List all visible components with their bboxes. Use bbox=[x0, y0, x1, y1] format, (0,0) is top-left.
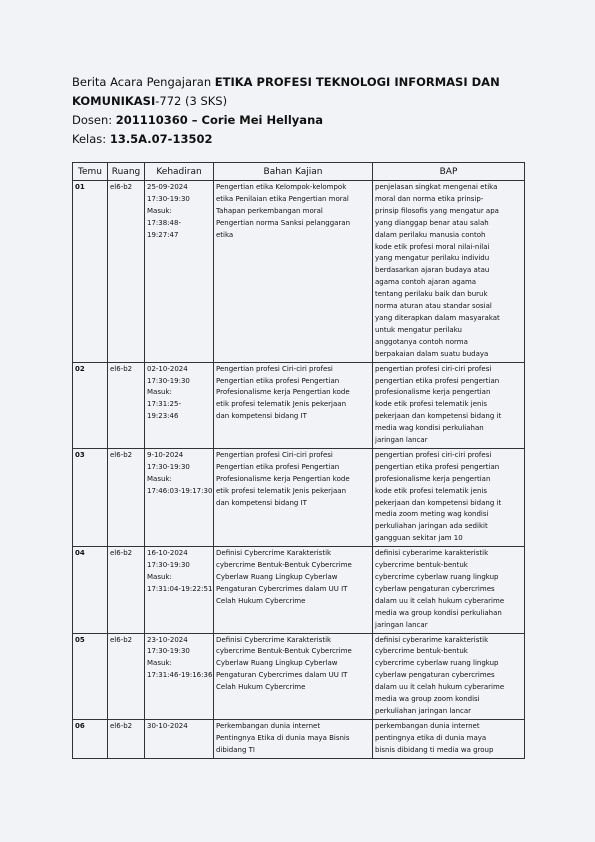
cell-bap-line: perkuliahan jaringan ada sedikit bbox=[375, 522, 488, 531]
cell-bap-line: jaringan lancar bbox=[375, 436, 428, 445]
cell-bap-line: dalam uu it celah hukum cyberarime bbox=[375, 683, 505, 692]
cell-bahan-kajian-line: Pengertian etika profesi Pengertian bbox=[216, 462, 340, 471]
course-code: -772 (3 SKS) bbox=[155, 94, 228, 108]
cell-kehadiran-line: Masuk: bbox=[147, 474, 172, 483]
cell-bap-line: jaringan lancar bbox=[375, 620, 428, 629]
cell-bap-line: moral dan norma etika prinsip- bbox=[375, 194, 484, 203]
title-prefix: Berita Acara Pengajaran bbox=[72, 75, 215, 89]
cell-bap-line: agama contoh ajaran agama bbox=[375, 278, 477, 287]
cell-bahan-kajian-line: Cyberlaw Ruang Lingkup Cyberlaw bbox=[216, 573, 338, 581]
cell-bahan-kajian-line: Profesionalisme kerja Pengertian kode bbox=[216, 388, 350, 397]
cell-kehadiran-line: 19:23:46 bbox=[147, 412, 179, 421]
cell-bap-line: media wa group zoom kondisi bbox=[375, 695, 480, 704]
cell-bap-line: prinsip filosofis yang mengatur apa bbox=[375, 206, 499, 215]
table-row bbox=[73, 448, 525, 546]
cell-bahan-kajian bbox=[214, 362, 373, 448]
cell-bap-line: dalam perilaku manusia contoh bbox=[375, 230, 486, 239]
cell-bap-line: tentang perilaku baik dan buruk bbox=[375, 290, 488, 299]
table-row bbox=[73, 719, 525, 758]
cell-bap-line: cybercrime cyberlaw ruang lingkup bbox=[375, 659, 499, 668]
cell-bap-line: profesionalisme kerja pengertian bbox=[375, 474, 491, 483]
cell-kehadiran bbox=[145, 547, 214, 633]
cell-ruang: el6-b2 bbox=[108, 547, 145, 633]
bap-table bbox=[72, 162, 525, 759]
cell-bahan-kajian-line: dibidang TI bbox=[216, 745, 255, 754]
cell-bap-line: media zoom meting wag kondisi bbox=[375, 510, 489, 519]
cell-bahan-kajian-line: Definisi Cybercrime Karakteristik bbox=[216, 549, 332, 558]
cell-bap-line: berdasarkan ajaran budaya atau bbox=[375, 266, 490, 275]
cell-ruang: el6-b2 bbox=[108, 719, 145, 758]
cell-bahan-kajian-line: Pengertian etika profesi Pengertian bbox=[216, 376, 340, 385]
cell-bap-line: cyberlaw pengaturan cybercrimes bbox=[375, 671, 495, 680]
cell-bap-line: kode etik profesi telematik jenis bbox=[375, 400, 488, 409]
cell-ruang: el6-b2 bbox=[108, 448, 145, 546]
cell-bap-line: pengertian profesi ciri-ciri profesi bbox=[375, 450, 492, 459]
cell-kehadiran-line: 17:30-19:30 bbox=[147, 647, 190, 656]
cell-kehadiran bbox=[145, 719, 214, 758]
cell-bap-line: pentingnya etika di dunia maya bbox=[375, 733, 487, 742]
cell-kehadiran-line: 17:46:03-19:17:30 bbox=[147, 486, 213, 495]
title-line-1 bbox=[72, 73, 532, 92]
cell-bap-line: norma aturan atau standar sosial bbox=[375, 302, 492, 311]
cell-bahan-kajian-line: Pengaturan Cybercrimes dalam UU IT bbox=[216, 584, 348, 593]
cell-bahan-kajian bbox=[214, 448, 373, 546]
cell-temu: 04 bbox=[73, 547, 108, 633]
cell-bap-line: kode etik profesi moral nilai-nilai bbox=[375, 242, 490, 251]
cell-kehadiran-line: 17:31:25- bbox=[147, 400, 181, 409]
dosen-value: 201110360 – Corie Mei Hellyana bbox=[115, 113, 324, 127]
cell-bahan-kajian-line: Cyberlaw Ruang Lingkup Cyberlaw bbox=[216, 659, 338, 668]
cell-bap bbox=[373, 633, 525, 719]
title-line-2 bbox=[72, 92, 532, 111]
cell-bap bbox=[373, 181, 525, 363]
cell-bahan-kajian-line: Profesionalisme kerja Pengertian kode bbox=[216, 474, 350, 483]
cell-bap-line: kode etik profesi telematik jenis bbox=[375, 486, 488, 495]
cell-bap-line: gangguan sekitar jam 10 bbox=[375, 534, 463, 543]
course-title-part-1: ETIKA PROFESI TEKNOLOGI INFORMASI DAN bbox=[214, 75, 500, 89]
cell-bahan-kajian-line: dan kompetensi bidang IT bbox=[216, 498, 307, 507]
course-title-part-2: KOMUNIKASI bbox=[72, 94, 156, 108]
header-bap: BAP bbox=[373, 163, 525, 181]
cell-bahan-kajian-line: Pengaturan Cybercrimes dalam UU IT bbox=[216, 671, 348, 680]
cell-kehadiran bbox=[145, 181, 214, 363]
cell-kehadiran-line: 02-10-2024 bbox=[147, 364, 188, 373]
cell-kehadiran bbox=[145, 448, 214, 546]
cell-bap-line: cybercrime bentuk-bentuk bbox=[375, 561, 468, 570]
cell-temu: 02 bbox=[73, 362, 108, 448]
cell-temu: 01 bbox=[73, 181, 108, 363]
cell-kehadiran-line: 9-10-2024 bbox=[147, 450, 184, 459]
dosen-label: Dosen: bbox=[72, 113, 116, 127]
cell-kehadiran-line: 25-09-2024 bbox=[147, 183, 188, 191]
cell-bahan-kajian-line: etik profesi telematik Jenis pekerjaan bbox=[216, 400, 347, 409]
cell-bap-line: pekerjaan dan kompetensi bidang it bbox=[375, 412, 502, 421]
cell-bap-line: media wa group kondisi perkuliahan bbox=[375, 608, 502, 617]
header-bahan-kajian: Bahan Kajian bbox=[214, 163, 373, 181]
document-header bbox=[72, 73, 532, 149]
kelas-line bbox=[72, 130, 532, 149]
cell-bap-line: berpakaian dalam suatu budaya bbox=[375, 349, 489, 358]
cell-bap-line: yang diterapkan dalam masyarakat bbox=[375, 313, 500, 322]
cell-bahan-kajian-line: Celah Hukum Cybercrime bbox=[216, 596, 306, 605]
cell-bahan-kajian-line: Tahapan perkembangan moral bbox=[216, 206, 323, 215]
cell-bahan-kajian bbox=[214, 719, 373, 758]
cell-bap bbox=[373, 448, 525, 546]
cell-bap-line: yang dianggap benar atau salah bbox=[375, 218, 489, 227]
cell-temu: 06 bbox=[73, 719, 108, 758]
cell-kehadiran-line: Masuk: bbox=[147, 206, 172, 215]
cell-bap-line: perkuliahan jaringan lancar bbox=[375, 706, 472, 715]
cell-bahan-kajian bbox=[214, 633, 373, 719]
cell-bahan-kajian-line: Pengertian norma Sanksi pelanggaran bbox=[216, 218, 351, 227]
kelas-value: 13.5A.07-13502 bbox=[109, 132, 213, 146]
cell-kehadiran-line: 17:30-19:30 bbox=[147, 376, 190, 385]
table-row bbox=[73, 547, 525, 633]
cell-bahan-kajian-line: Celah Hukum Cybercrime bbox=[216, 683, 306, 692]
cell-bap-line: definisi cyberarime karakteristik bbox=[375, 549, 489, 558]
cell-bahan-kajian-line: Pengertian profesi Ciri-ciri profesi bbox=[216, 364, 333, 373]
cell-bap-line: cybercrime bentuk-bentuk bbox=[375, 647, 468, 656]
cell-bap-line: dalam uu it celah hukum cyberarime bbox=[375, 596, 505, 605]
cell-bap-line: anggotanya contoh norma bbox=[375, 337, 468, 346]
cell-bap bbox=[373, 547, 525, 633]
cell-bap-line: bisnis dibidang ti media wa group bbox=[375, 745, 494, 754]
cell-temu: 05 bbox=[73, 633, 108, 719]
cell-bahan-kajian-line: Pengertian etika Kelompok-kelompok bbox=[216, 183, 347, 191]
cell-kehadiran bbox=[145, 362, 214, 448]
cell-bap-line: yang mengatur perilaku individu bbox=[375, 254, 490, 263]
cell-kehadiran-line: Masuk: bbox=[147, 573, 172, 581]
cell-ruang: el6-b2 bbox=[108, 181, 145, 363]
cell-kehadiran-line: 17:30-19:30 bbox=[147, 462, 190, 471]
cell-bap-line: perkembangan dunia internet bbox=[375, 721, 480, 730]
cell-kehadiran-line: 17:30-19:30 bbox=[147, 194, 190, 203]
cell-bahan-kajian-line: dan kompetensi bidang IT bbox=[216, 412, 307, 421]
cell-kehadiran-line: Masuk: bbox=[147, 659, 172, 668]
cell-bap-line: definisi cyberarime karakteristik bbox=[375, 635, 489, 644]
cell-ruang: el6-b2 bbox=[108, 633, 145, 719]
cell-bahan-kajian-line: etika bbox=[216, 230, 234, 239]
cell-bahan-kajian bbox=[214, 547, 373, 633]
cell-bahan-kajian-line: etik profesi telematik Jenis pekerjaan bbox=[216, 486, 347, 495]
cell-bahan-kajian-line: cybercrime Bentuk-Bentuk Cybercrime bbox=[216, 647, 352, 656]
cell-bap-line: cybercrime cyberlaw ruang lingkup bbox=[375, 573, 499, 581]
cell-bap-line: pengertian etika profesi pengertian bbox=[375, 462, 500, 471]
cell-bap bbox=[373, 362, 525, 448]
cell-bap-line: profesionalisme kerja pengertian bbox=[375, 388, 491, 397]
cell-bap bbox=[373, 719, 525, 758]
cell-temu: 03 bbox=[73, 448, 108, 546]
cell-kehadiran-line: 23-10-2024 bbox=[147, 635, 188, 644]
cell-bahan-kajian bbox=[214, 181, 373, 363]
cell-bahan-kajian-line: Pengertian profesi Ciri-ciri profesi bbox=[216, 450, 333, 459]
cell-kehadiran-line: 30-10-2024 bbox=[147, 721, 188, 730]
table-row bbox=[73, 633, 525, 719]
cell-kehadiran-line: 17:38:48- bbox=[147, 218, 181, 227]
cell-kehadiran-line: Masuk: bbox=[147, 388, 172, 397]
cell-bahan-kajian-line: Pentingnya Etika di dunia maya Bisnis bbox=[216, 733, 350, 742]
kelas-label: Kelas: bbox=[72, 132, 110, 146]
cell-kehadiran bbox=[145, 633, 214, 719]
header-temu: Temu bbox=[73, 163, 108, 181]
cell-kehadiran-line: 17:31:04-19:22:51 bbox=[147, 584, 213, 593]
cell-bap-line: pekerjaan dan kompetensi bidang it bbox=[375, 498, 502, 507]
cell-bap-line: pengertian etika profesi pengertian bbox=[375, 376, 500, 385]
cell-ruang: el6-b2 bbox=[108, 362, 145, 448]
cell-bahan-kajian-line: cybercrime Bentuk-Bentuk Cybercrime bbox=[216, 561, 352, 570]
cell-bap-line: media wag kondisi perkuliahan bbox=[375, 424, 484, 433]
table-header-row bbox=[73, 163, 525, 181]
dosen-line bbox=[72, 111, 532, 130]
table-row bbox=[73, 362, 525, 448]
cell-kehadiran-line: 17:31:46-19:16:36 bbox=[147, 671, 213, 680]
header-ruang: Ruang bbox=[108, 163, 145, 181]
cell-bahan-kajian-line: Perkembangan dunia internet bbox=[216, 721, 321, 730]
cell-bahan-kajian-line: etika Penilaian etika Pengertian moral bbox=[216, 194, 349, 203]
cell-kehadiran-line: 17:30-19:30 bbox=[147, 561, 190, 570]
cell-bahan-kajian-line: Definisi Cybercrime Karakteristik bbox=[216, 635, 332, 644]
cell-kehadiran-line: 16-10-2024 bbox=[147, 549, 188, 558]
table-row bbox=[73, 181, 525, 363]
cell-bap-line: penjelasan singkat mengenai etika bbox=[375, 183, 498, 191]
cell-bap-line: pengertian profesi ciri-ciri profesi bbox=[375, 364, 492, 373]
cell-bap-line: untuk mengatur perilaku bbox=[375, 325, 462, 334]
cell-bap-line: cyberlaw pengaturan cybercrimes bbox=[375, 584, 495, 593]
header-kehadiran: Kehadiran bbox=[145, 163, 214, 181]
cell-kehadiran-line: 19:27:47 bbox=[147, 230, 179, 239]
